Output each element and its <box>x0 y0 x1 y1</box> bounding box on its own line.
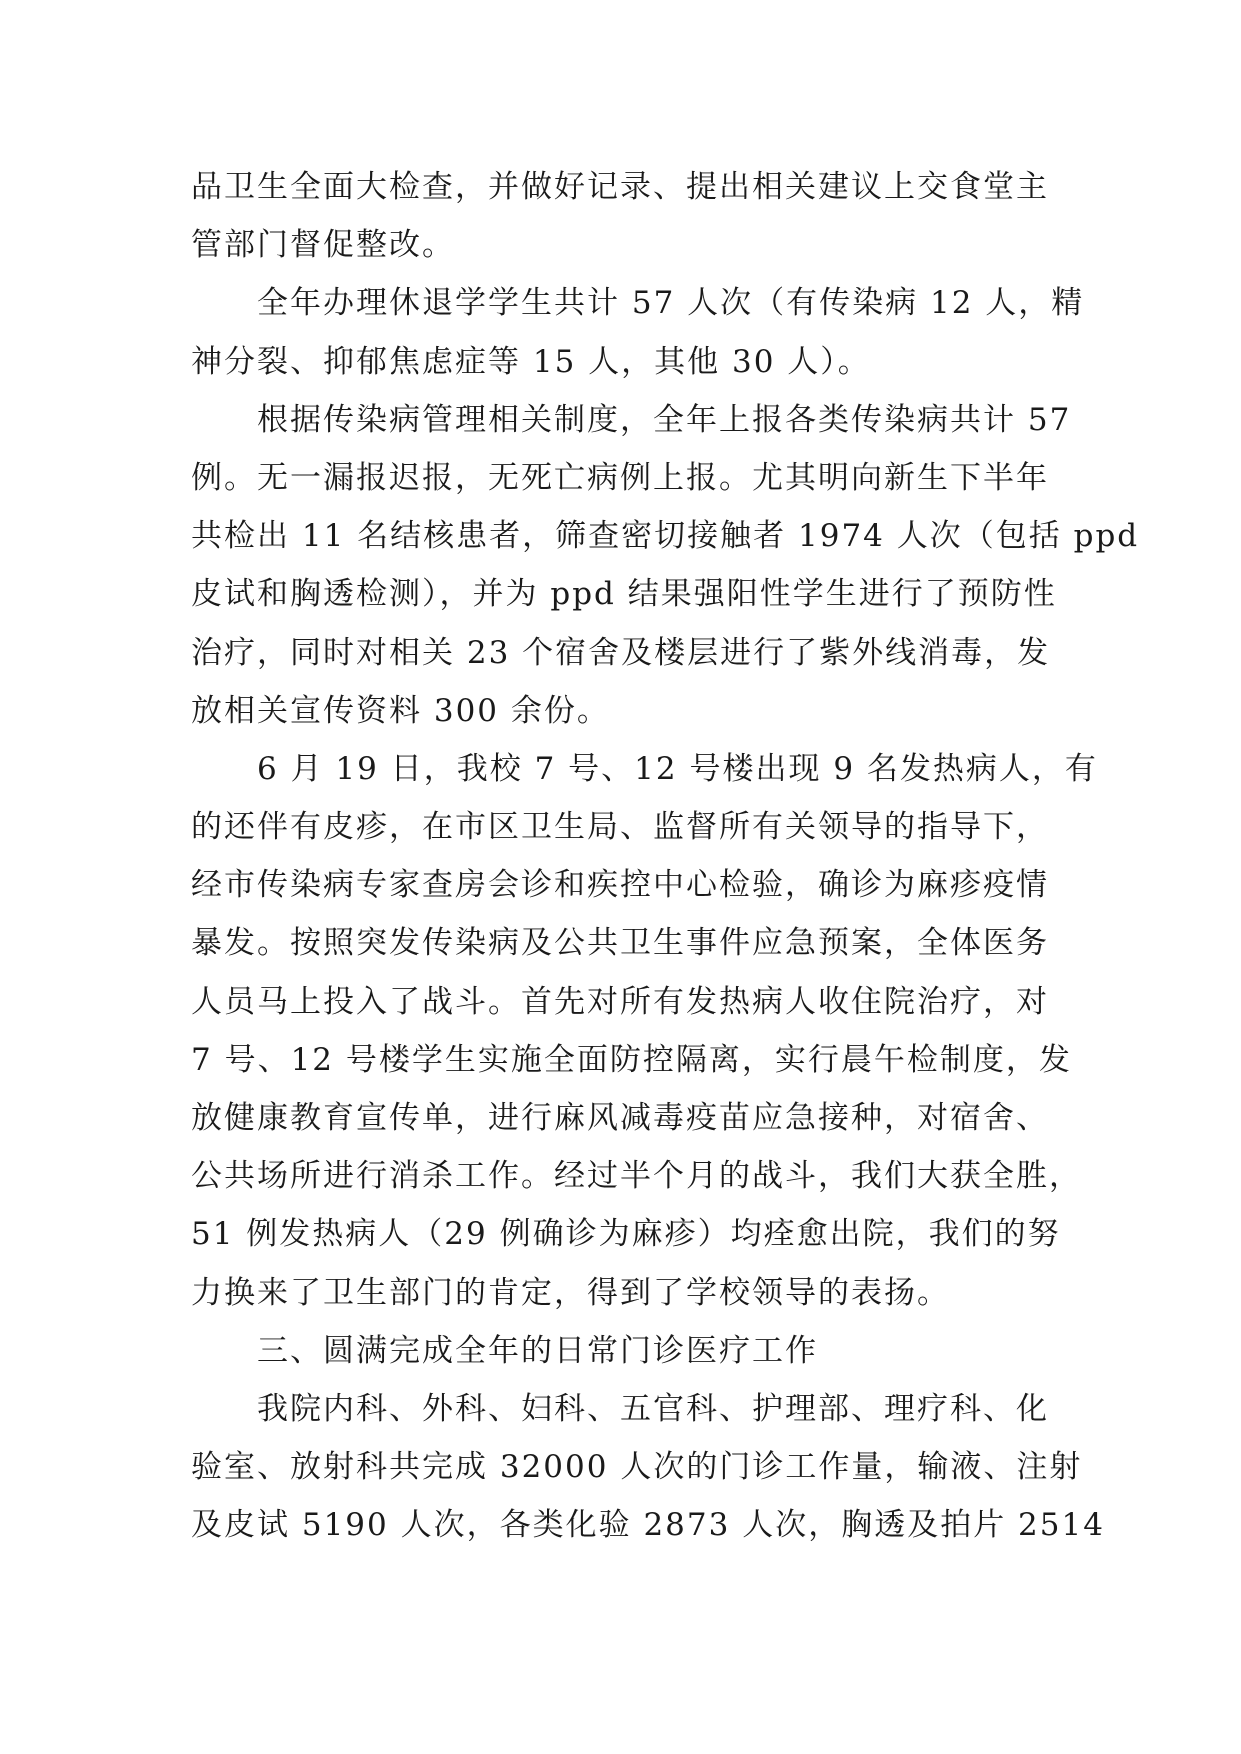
text-line: 及皮试 5190 人次，各类化验 2873 人次，胸透及拍片 2514 <box>191 1507 1105 1544</box>
text-line: 皮试和胸透检测），并为 ppd 结果强阳性学生进行了预防性 <box>191 576 1057 613</box>
text-line: 公共场所进行消杀工作。经过半个月的战斗，我们大获全胜， <box>191 1158 1082 1195</box>
text-line: 例。无一漏报迟报，无死亡病例上报。尤其明向新生下半年 <box>191 459 1049 496</box>
text-line: 的还伴有皮疹，在市区卫生局、监督所有关领导的指导下， <box>191 809 1049 846</box>
text-line: 人员马上投入了战斗。首先对所有发热病人收住院治疗，对 <box>191 983 1049 1020</box>
text-line: 放相关宣传资料 300 余份。 <box>191 692 610 729</box>
section-heading: 三、圆满完成全年的日常门诊医疗工作 <box>257 1332 818 1369</box>
text-line: 验室、放射科共完成 32000 人次的门诊工作量，输液、注射 <box>191 1449 1083 1486</box>
text-line: 神分裂、抑郁焦虑症等 15 人，其他 30 人）。 <box>191 343 871 380</box>
text-line: 51 例发热病人（29 例确诊为麻疹）均痊愈出院，我们的努 <box>191 1216 1061 1253</box>
text-line: 暴发。按照突发传染病及公共卫生事件应急预案，全体医务 <box>191 925 1049 962</box>
text-line: 治疗，同时对相关 23 个宿舍及楼层进行了紫外线消毒，发 <box>191 634 1051 671</box>
text-line: 品卫生全面大检查，并做好记录、提出相关建议上交食堂主 <box>191 169 1049 205</box>
text-line: 7 号、12 号楼学生实施全面防控隔离，实行晨午检制度，发 <box>191 1041 1072 1078</box>
body-text <box>191 158 1140 1555</box>
text-line: 根据传染病管理相关制度，全年上报各类传染病共计 57 <box>257 401 1072 438</box>
text-line: 力换来了卫生部门的肯定，得到了学校领导的表扬。 <box>191 1274 950 1311</box>
text-line: 我院内科、外科、妇科、五官科、护理部、理疗科、化 <box>257 1390 1049 1427</box>
text-line: 管部门督促整改。 <box>191 227 455 264</box>
text-line: 全年办理休退学学生共计 57 人次（有传染病 12 人，精 <box>257 285 1085 322</box>
text-line: 共检出 11 名结核患者，筛查密切接触者 1974 人次（包括 ppd <box>191 518 1140 555</box>
text-line: 6 月 19 日，我校 7 号、12 号楼出现 9 名发热病人，有 <box>257 750 1098 787</box>
text-line: 经市传染病专家查房会诊和疾控中心检验，确诊为麻疹疫情 <box>191 867 1049 904</box>
text-line: 放健康教育宣传单，进行麻风减毒疫苗应急接种，对宿舍、 <box>191 1100 1049 1136</box>
